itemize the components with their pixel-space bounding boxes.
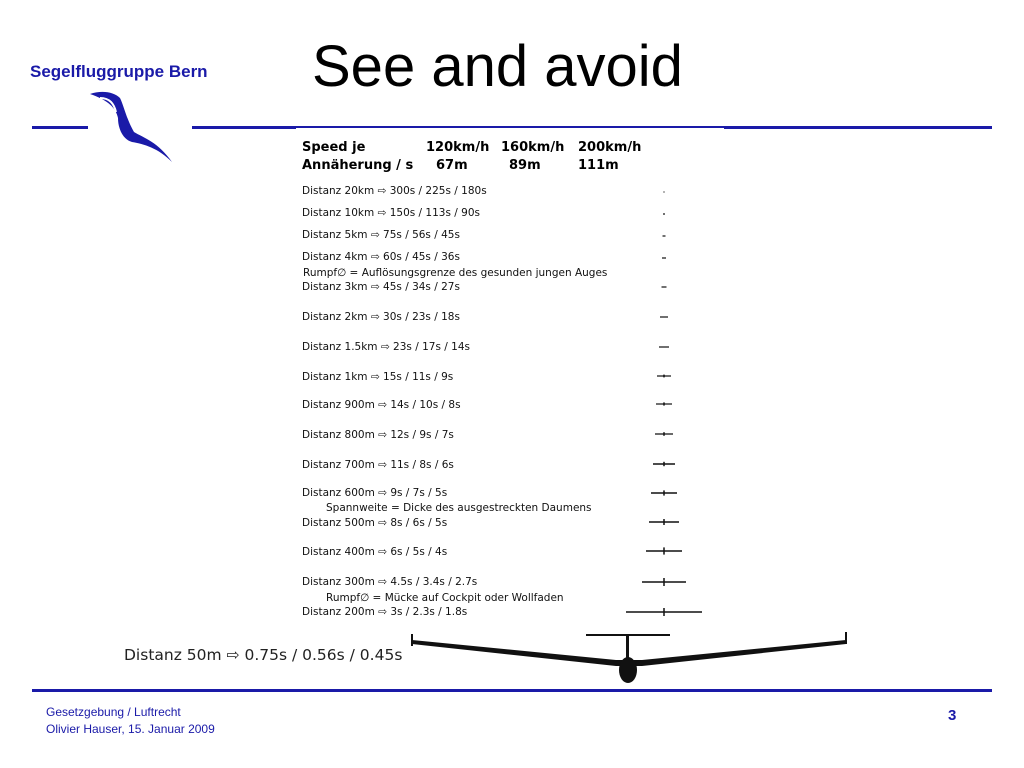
table-header-speed-3: 200km/h: [578, 140, 642, 155]
row-times: 14s / 10s / 8s: [390, 399, 461, 411]
arrow-icon: ⇨: [378, 576, 387, 588]
glider-size-marks: [296, 128, 724, 630]
footer-topic: Gesetzgebung / Luftrecht: [46, 705, 181, 719]
row-label: Distanz 20km: [302, 185, 375, 197]
row-label: Distanz 1.5km: [302, 341, 378, 353]
row-times: 23s / 17s / 14s: [393, 341, 470, 353]
glider-bird-icon: [88, 88, 180, 164]
table-note-2: Spannweite = Dicke des ausgestreckten Daumens: [326, 502, 592, 514]
table-header-speed-2: 160km/h: [501, 140, 565, 155]
org-name: Segelfluggruppe Bern: [30, 62, 208, 81]
arrow-icon: ⇨: [378, 429, 387, 441]
row-label: Distanz 500m: [302, 517, 375, 529]
table-header-approach-2: 89m: [509, 158, 541, 173]
row-label: Distanz 700m: [302, 459, 375, 471]
arrow-icon: ⇨: [378, 459, 387, 471]
row-times: 150s / 113s / 90s: [389, 207, 480, 219]
row-times: 6s / 5s / 4s: [390, 546, 448, 558]
arrow-icon: ⇨: [378, 517, 387, 529]
row-times: 3s / 2.3s / 1.8s: [390, 606, 468, 618]
row-label: Distanz 300m: [302, 576, 375, 588]
row-times: 12s / 9s / 7s: [390, 429, 454, 441]
table-header-approach-3: 111m: [578, 158, 619, 173]
page-number: 3: [948, 707, 957, 724]
table-header-speed-label: Speed je: [302, 140, 366, 155]
row-times: 11s / 8s / 6s: [390, 459, 454, 471]
table-note-1: Rumpf∅ = Auflösungsgrenze des gesunden jungen Auges: [303, 267, 608, 279]
row-label: Distanz 200m: [302, 606, 375, 618]
footer-author-date: Olivier Hauser, 15. Januar 2009: [46, 722, 215, 736]
table-row-50m: [124, 646, 402, 664]
arrow-icon: ⇨: [378, 546, 387, 558]
header-rule-left: [32, 126, 88, 129]
arrow-icon: ⇨: [378, 487, 387, 499]
row-times: 60s / 45s / 36s: [383, 251, 460, 263]
table-header-approach-1: 67m: [436, 158, 468, 173]
row-times: 9s / 7s / 5s: [390, 487, 448, 499]
row-label: Distanz 1km: [302, 371, 368, 383]
arrow-icon: ⇨: [378, 399, 387, 411]
row-times: 4.5s / 3.4s / 2.7s: [390, 576, 478, 588]
footer-rule: [32, 689, 992, 692]
slide-title: See and avoid: [312, 34, 683, 99]
arrow-icon: ⇨: [370, 311, 380, 323]
row-times: 300s / 225s / 180s: [389, 185, 487, 197]
arrow-icon: ⇨: [380, 341, 390, 353]
row-label: Distanz 4km: [302, 251, 368, 263]
arrow-icon: ⇨: [370, 371, 380, 383]
row-label: Distanz 800m: [302, 429, 375, 441]
glider-large-illustration: [406, 626, 852, 684]
row-label: Distanz 600m: [302, 487, 375, 499]
row-times: 15s / 11s / 9s: [383, 371, 454, 383]
row-times: 45s / 34s / 27s: [383, 281, 460, 293]
row-times: 0.75s / 0.56s / 0.45s: [244, 646, 403, 664]
row-times: 8s / 6s / 5s: [390, 517, 448, 529]
arrow-icon: ⇨: [378, 606, 387, 618]
row-label: Distanz 400m: [302, 546, 375, 558]
table-header-approach-label: Annäherung / s: [302, 158, 414, 173]
table-header-speed-1: 120km/h: [426, 140, 490, 155]
arrow-icon: ⇨: [370, 251, 380, 263]
row-label: Distanz 5km: [302, 229, 368, 241]
arrow-icon: ⇨: [377, 207, 387, 219]
arrow-icon: ⇨: [377, 185, 387, 197]
row-label: Distanz 10km: [302, 207, 375, 219]
row-times: 30s / 23s / 18s: [383, 311, 460, 323]
row-label: Distanz 50m: [124, 646, 222, 664]
row-label: Distanz 900m: [302, 399, 375, 411]
footer-text: [46, 704, 215, 738]
arrow-icon: ⇨: [370, 281, 380, 293]
row-label: Distanz 3km: [302, 281, 368, 293]
arrow-icon: ⇨: [370, 229, 380, 241]
visibility-table: [296, 128, 724, 630]
row-times: 75s / 56s / 45s: [383, 229, 460, 241]
arrow-icon: ⇨: [226, 646, 240, 664]
table-note-3: Rumpf∅ = Mücke auf Cockpit oder Wollfaden: [326, 592, 564, 604]
row-label: Distanz 2km: [302, 311, 368, 323]
